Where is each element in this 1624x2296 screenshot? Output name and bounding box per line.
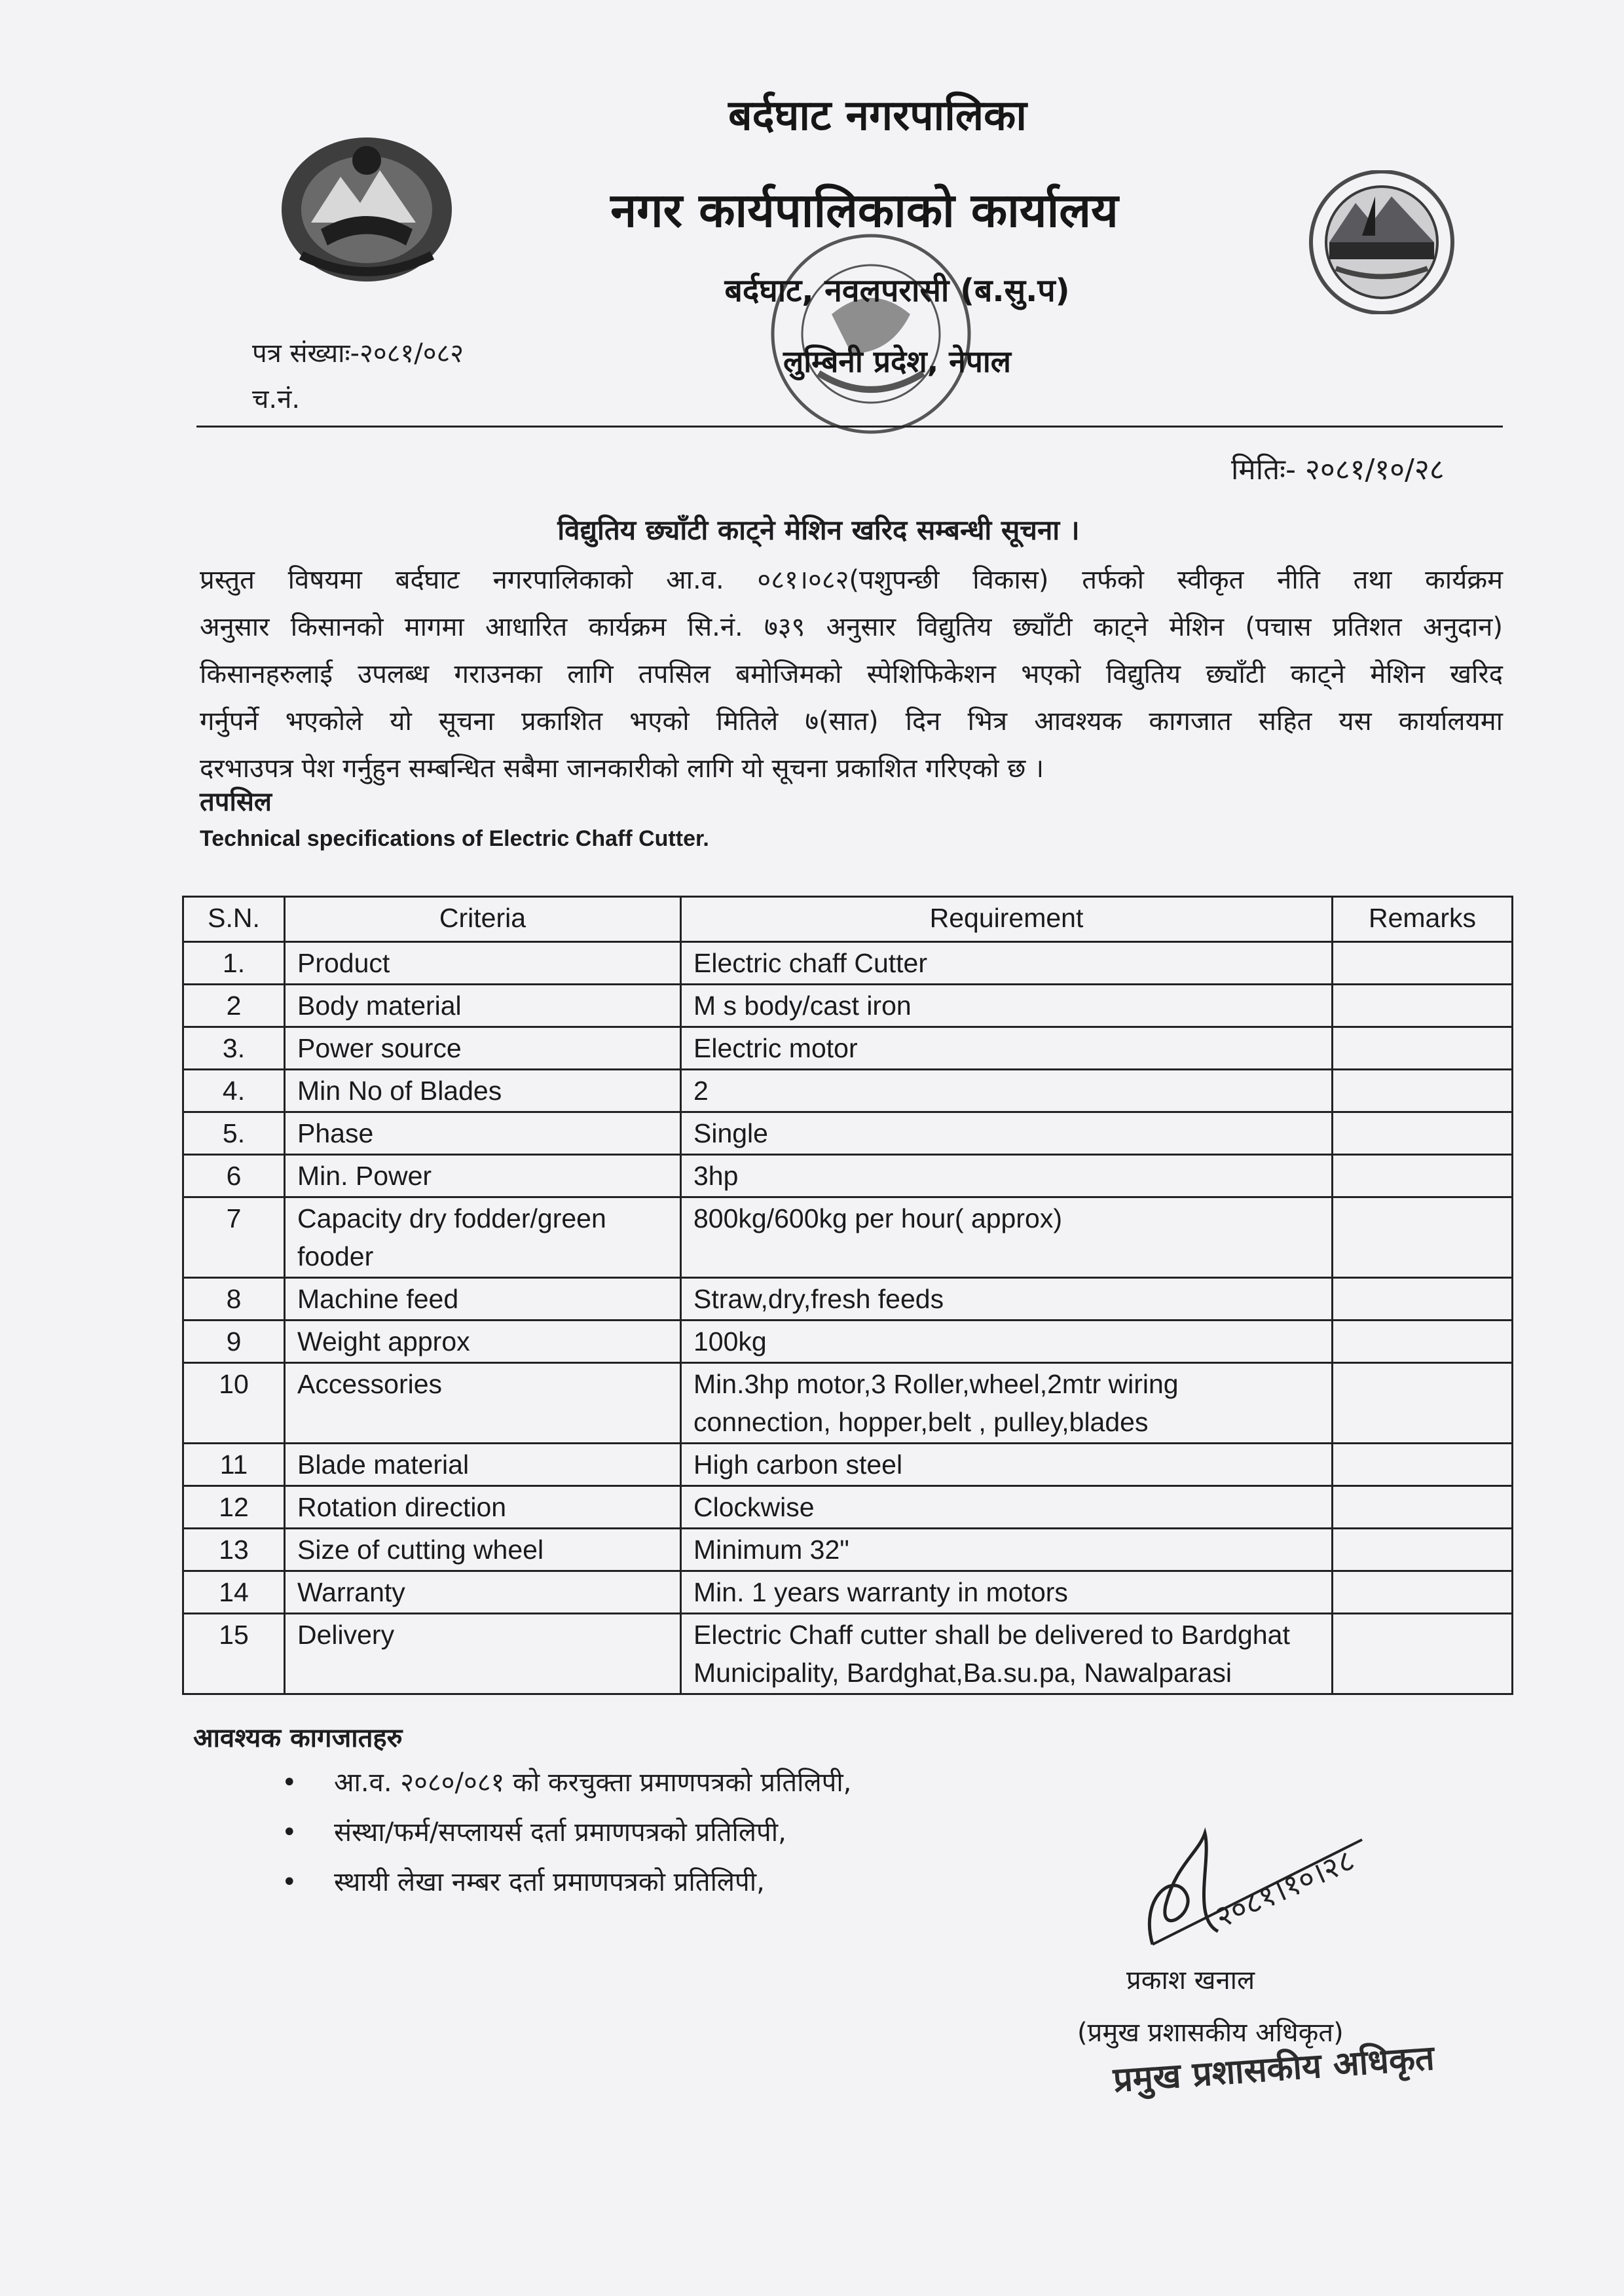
table-row	[183, 1197, 1513, 1278]
cell-remarks	[1333, 1112, 1513, 1155]
cell-sn: 10	[183, 1363, 285, 1444]
cell-criteria: Rotation direction	[285, 1486, 681, 1529]
cell-remarks	[1333, 1529, 1513, 1571]
header-sn: S.N.	[183, 897, 285, 942]
table-row	[183, 1444, 1513, 1486]
municipality-name: बर्दघाट नगरपालिका	[728, 92, 1027, 140]
cell-criteria: Machine feed	[285, 1278, 681, 1321]
spec-table-title: Technical specifications of Electric Chaff Cutter.	[200, 826, 709, 851]
cell-requirement: Minimum 32"	[681, 1529, 1333, 1571]
cell-requirement: High carbon steel	[681, 1444, 1333, 1486]
cell-remarks	[1333, 1321, 1513, 1363]
cell-sn: 8	[183, 1278, 285, 1321]
cell-requirement: Electric motor	[681, 1027, 1333, 1070]
header-criteria: Criteria	[285, 897, 681, 942]
cell-requirement: Min.3hp motor,3 Roller,wheel,2mtr wiring connection, hopper,belt , pulley,blades	[681, 1363, 1333, 1444]
signatory-designation: (प्रमुख प्रशासकीय अधिकृत)	[1077, 2018, 1344, 2048]
signature-icon	[1113, 1794, 1388, 1964]
cell-requirement: Electric chaff Cutter	[681, 942, 1333, 985]
table-row	[183, 1529, 1513, 1571]
cell-sn: 2	[183, 985, 285, 1027]
cell-remarks	[1333, 1278, 1513, 1321]
cell-remarks	[1333, 1070, 1513, 1112]
cell-requirement: 3hp	[681, 1155, 1333, 1197]
cell-sn: 11	[183, 1444, 285, 1486]
cell-criteria: Delivery	[285, 1614, 681, 1694]
dispatch-number: च.नं.	[252, 384, 301, 414]
table-header-row	[183, 897, 1513, 942]
cell-requirement: 800kg/600kg per hour( approx)	[681, 1197, 1333, 1278]
cell-remarks	[1333, 1571, 1513, 1614]
cell-criteria: Body material	[285, 985, 681, 1027]
signatory-name: प्रकाश खनाल	[1126, 1965, 1255, 1995]
cell-sn: 4.	[183, 1070, 285, 1112]
header-requirement: Requirement	[681, 897, 1333, 942]
cell-remarks	[1333, 942, 1513, 985]
header-divider	[196, 426, 1503, 428]
list-item: • संस्था/फर्म/सप्लायर्स दर्ता प्रमाणपत्रको प्रतिलिपी,	[282, 1808, 851, 1857]
cell-criteria: Accessories	[285, 1363, 681, 1444]
table-body	[183, 942, 1513, 1694]
cell-sn: 6	[183, 1155, 285, 1197]
table-row	[183, 1155, 1513, 1197]
nepal-emblem-icon	[275, 124, 458, 288]
office-name: नगर कार्यपालिकाको कार्यालय	[610, 183, 1118, 238]
cell-criteria: Size of cutting wheel	[285, 1529, 681, 1571]
body-line: अनुसार किसानको मागमा आधारित कार्यक्रम सि.नं. ७३९ अनुसार विद्युतिय छ्याँटी काट्ने मेशिन (पचास प्रतिशत अनुदान)	[200, 612, 1503, 642]
cell-remarks	[1333, 1155, 1513, 1197]
cell-sn: 14	[183, 1571, 285, 1614]
cell-criteria: Blade material	[285, 1444, 681, 1486]
cell-sn: 7	[183, 1197, 285, 1278]
table-row	[183, 1027, 1513, 1070]
table-row	[183, 1363, 1513, 1444]
cell-requirement: Min. 1 years warranty in motors	[681, 1571, 1333, 1614]
cell-sn: 12	[183, 1486, 285, 1529]
list-item: • स्थायी लेखा नम्बर दर्ता प्रमाणपत्रको प्रतिलिपी,	[282, 1857, 851, 1907]
details-heading: तपसिल	[200, 787, 272, 817]
cell-sn: 15	[183, 1614, 285, 1694]
body-line: किसानहरुलाई उपलब्ध गराउनका लागि तपसिल बमोजिमको स्पेशिफिकेशन भएको विद्युतिय छ्याँटी काट्ने मेशिन खरिद	[200, 659, 1503, 689]
cell-remarks	[1333, 1486, 1513, 1529]
cell-requirement: Clockwise	[681, 1486, 1333, 1529]
required-docs-list	[282, 1758, 851, 1907]
table-row	[183, 1571, 1513, 1614]
cell-remarks	[1333, 985, 1513, 1027]
table-row	[183, 1112, 1513, 1155]
office-province: लुम्बिनी प्रदेश, नेपाल	[783, 344, 1011, 379]
header-remarks: Remarks	[1333, 897, 1513, 942]
spec-table	[182, 896, 1513, 1695]
cell-requirement: M s body/cast iron	[681, 985, 1333, 1027]
table-row	[183, 1321, 1513, 1363]
table-row	[183, 985, 1513, 1027]
notice-body	[200, 556, 1503, 792]
cell-requirement: Single	[681, 1112, 1333, 1155]
cell-remarks	[1333, 1027, 1513, 1070]
municipality-logo-icon	[1300, 170, 1464, 314]
cell-remarks	[1333, 1197, 1513, 1278]
list-item: • आ.व. २०८०/०८१ को करचुक्ता प्रमाणपत्रको प्रतिलिपी,	[282, 1758, 851, 1808]
cell-criteria: Min No of Blades	[285, 1070, 681, 1112]
signature-date: २०८१।१०।२८	[1209, 1842, 1360, 1935]
table-row	[183, 1070, 1513, 1112]
cell-remarks	[1333, 1444, 1513, 1486]
required-docs-heading: आवश्यक कागजातहरु	[193, 1723, 403, 1753]
table-row	[183, 1278, 1513, 1321]
table-row	[183, 1614, 1513, 1694]
cell-requirement: Electric Chaff cutter shall be delivered to Bardghat Municipality, Bardghat,Ba.su.pa, Nawalparasi	[681, 1614, 1333, 1694]
cell-requirement: 100kg	[681, 1321, 1333, 1363]
body-line: गर्नुपर्ने भएकोले यो सूचना प्रकाशित भएको मितिले ७(सात) दिन भित्र आवश्यक कागजात सहित यस कार्यालयमा	[200, 706, 1503, 737]
cell-remarks	[1333, 1363, 1513, 1444]
cell-criteria: Phase	[285, 1112, 681, 1155]
notice-subject: विद्युतिय छ्याँटी काट्ने मेशिन खरिद सम्बन्धी सूचना ।	[557, 514, 1080, 546]
reference-number: पत्र संख्याः-२०८१/०८२	[252, 338, 464, 369]
cell-remarks	[1333, 1614, 1513, 1694]
cell-criteria: Capacity dry fodder/green fooder	[285, 1197, 681, 1278]
cell-criteria: Warranty	[285, 1571, 681, 1614]
cell-sn: 9	[183, 1321, 285, 1363]
cell-sn: 5.	[183, 1112, 285, 1155]
letter-date: मितिः- २०८१/१०/२८	[1231, 453, 1445, 486]
table-row	[183, 942, 1513, 985]
cell-criteria: Power source	[285, 1027, 681, 1070]
cell-sn: 13	[183, 1529, 285, 1571]
office-round-stamp-icon	[760, 223, 982, 445]
cell-requirement: Straw,dry,fresh feeds	[681, 1278, 1333, 1321]
designation-stamp: प्रमुख प्रशासकीय अधिकृत	[1112, 2038, 1436, 2100]
body-line: प्रस्तुत विषयमा बर्दघाट नगरपालिकाको आ.व. ०८१।०८२(पशुपन्छी विकास) तर्फको स्वीकृत नीति तथा कार्यक्रम	[200, 565, 1503, 595]
cell-criteria: Weight approx	[285, 1321, 681, 1363]
cell-requirement: 2	[681, 1070, 1333, 1112]
body-line: दरभाउपत्र पेश गर्नुहुन सम्बन्धित सबैमा जानकारीको लागि यो सूचना प्रकाशित गरिएको छ ।	[200, 754, 1044, 784]
cell-sn: 3.	[183, 1027, 285, 1070]
cell-sn: 1.	[183, 942, 285, 985]
office-address: बर्दघाट, नवलपरासी (ब.सु.प)	[724, 272, 1070, 309]
cell-criteria: Min. Power	[285, 1155, 681, 1197]
table-row	[183, 1486, 1513, 1529]
cell-criteria: Product	[285, 942, 681, 985]
